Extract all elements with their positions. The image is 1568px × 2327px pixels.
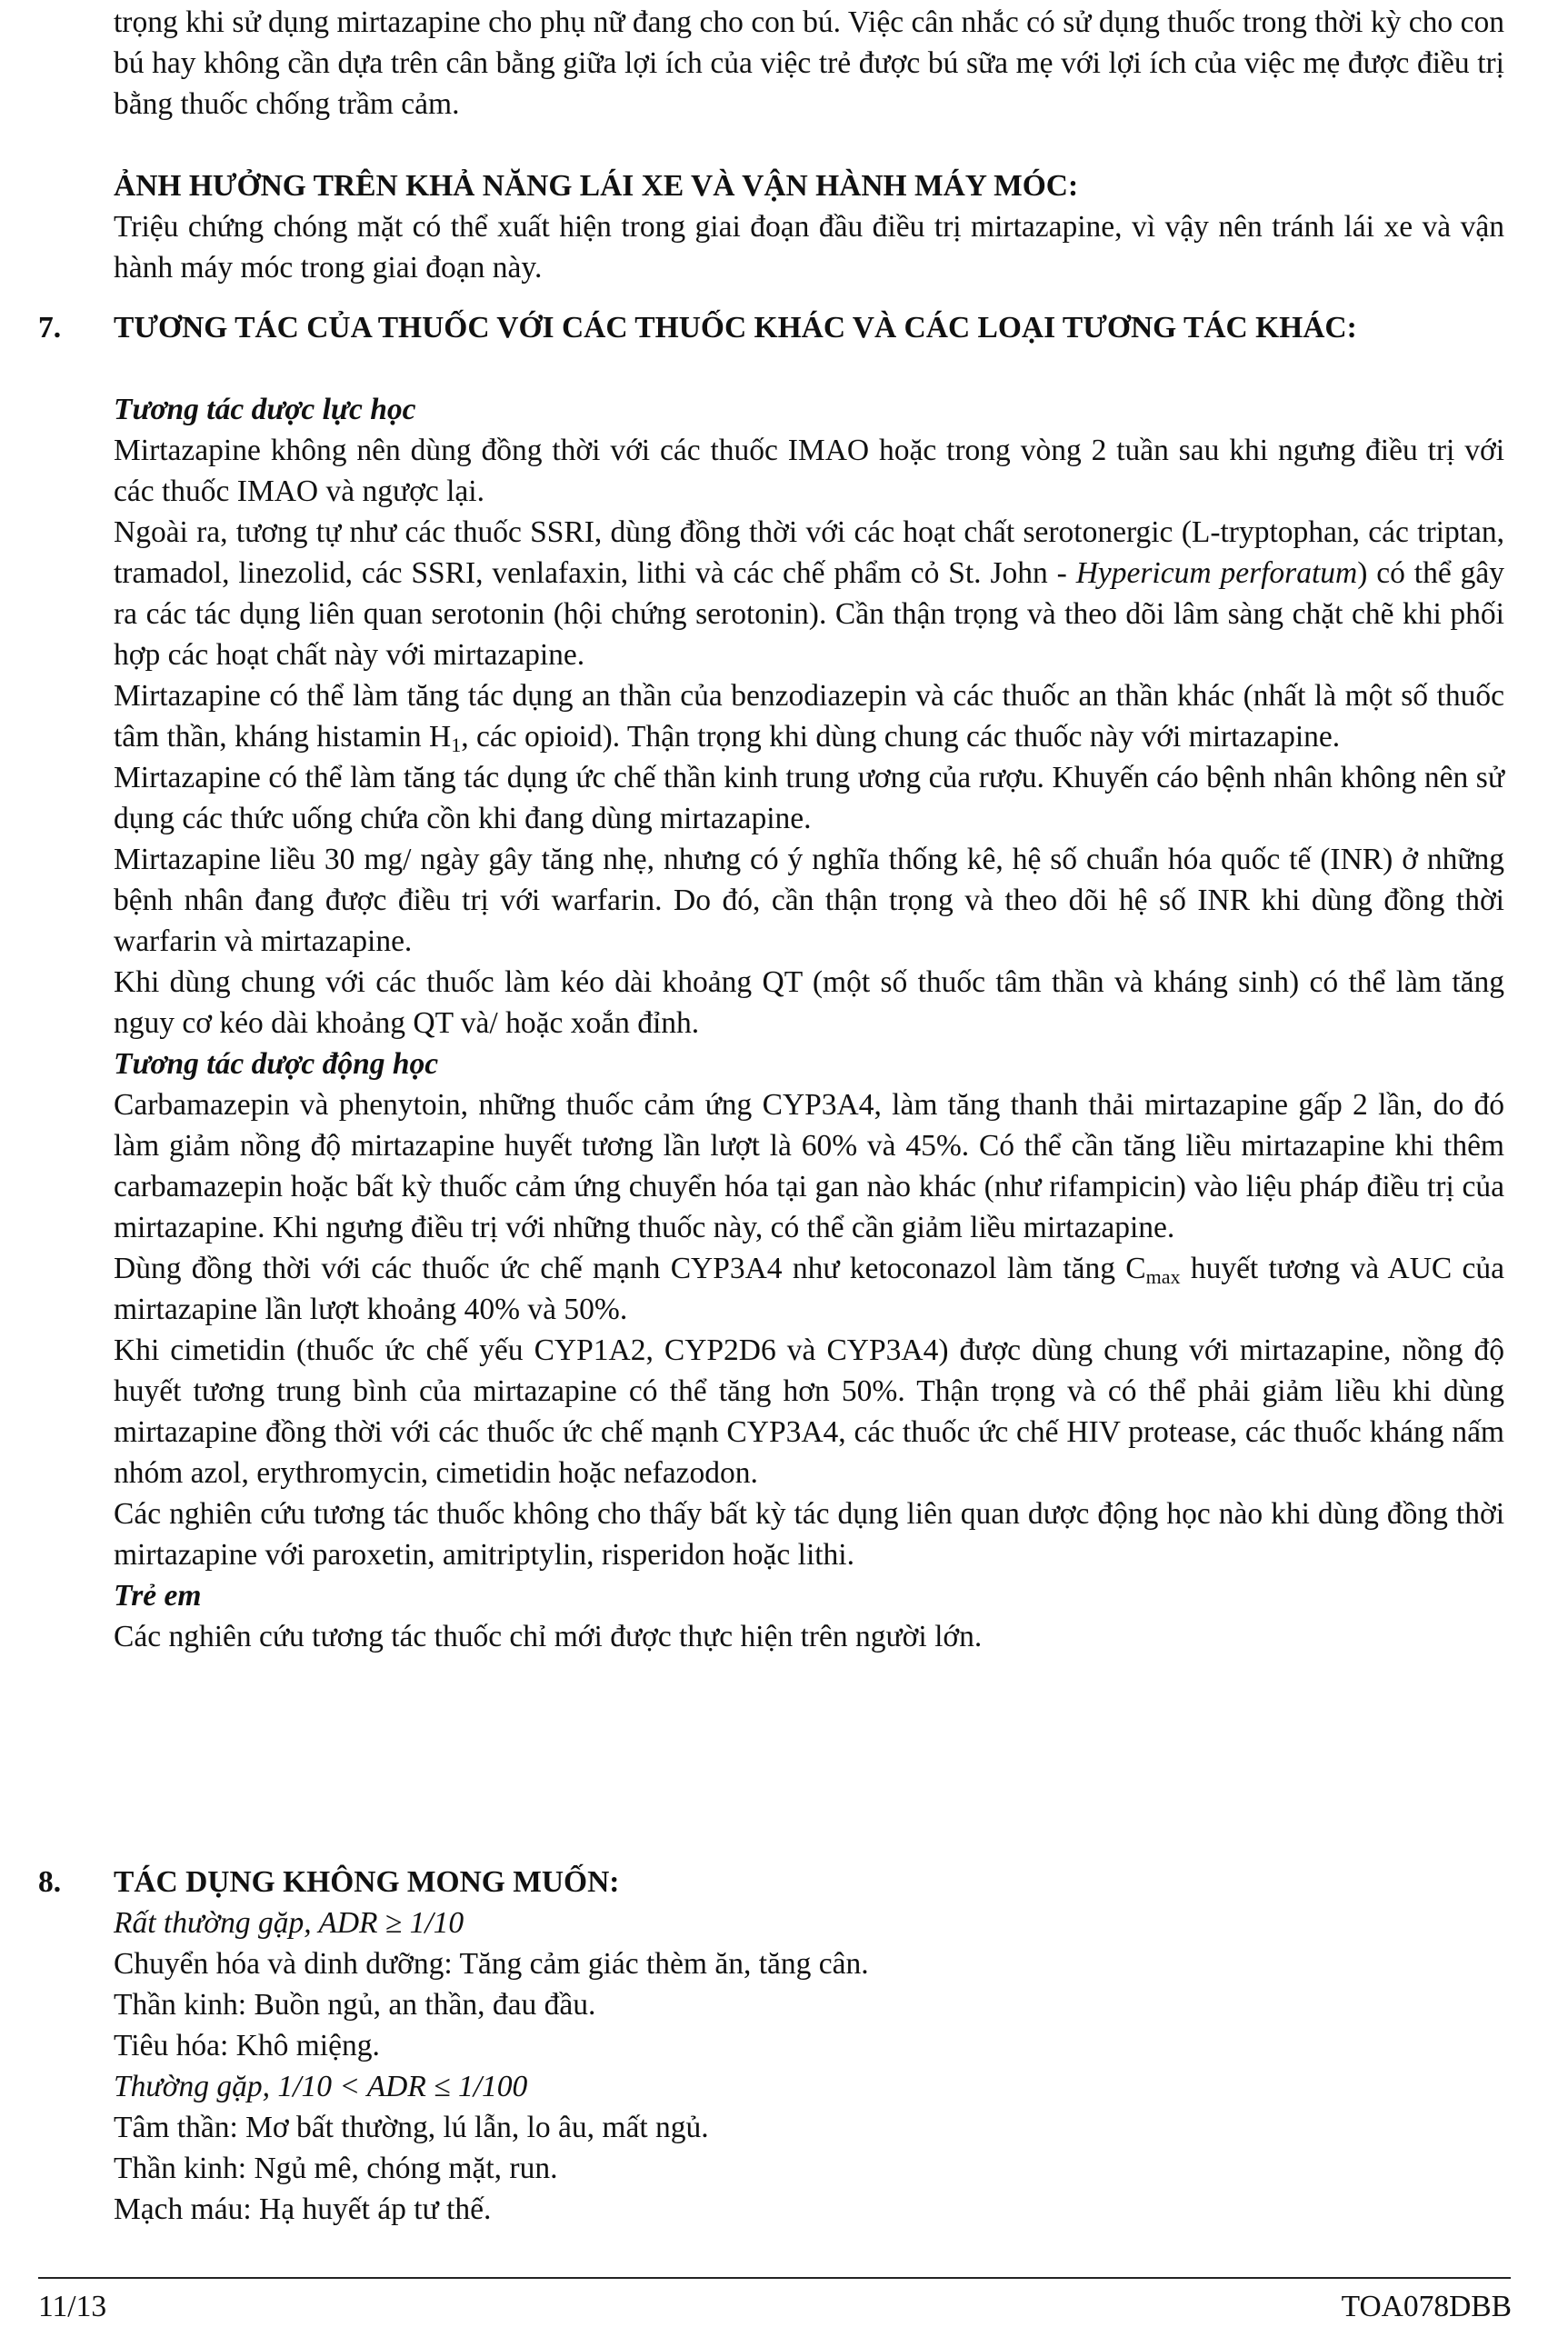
neuro-item-2: Thần kinh: Ngủ mê, chóng mặt, run. bbox=[114, 2152, 558, 2185]
driving-heading: ẢNH HƯỞNG TRÊN KHẢ NĂNG LÁI XE VÀ VẬN HÀNH MÁY MÓC: bbox=[114, 169, 1079, 203]
ketoconazol-text-b: huyết tương và AUC của mirtazapine lần lượt khoảng 40% và 50%. bbox=[114, 1252, 1504, 1326]
no-interaction-paragraph: Các nghiên cứu tương tác thuốc không cho thấy bất kỳ tác dụng liên quan dược động học nào khi dùng đồng thời mirtazapine với paroxetin, amitriptylin, risperidon hoặc lithi. bbox=[114, 1497, 1504, 1572]
very-common-frequency: Rất thường gặp, ADR ≥ 1/10 bbox=[114, 1906, 464, 1940]
vascular-item: Mạch máu: Hạ huyết áp tư thế. bbox=[114, 2192, 492, 2226]
metabolism-item: Chuyển hóa và dinh dưỡng: Tăng cảm giác thèm ăn, tăng cân. bbox=[114, 1947, 869, 1981]
serotonergic-text-b: ) có thể gây ra các tác dụng liên quan serotonin (hội chứng serotonin). Cần thận trọng và theo dõi lâm sàng chặt chẽ khi phối hợp các hoạt chất này với mirtazapine. bbox=[114, 556, 1504, 672]
document-code: TOA078DBB bbox=[1341, 2290, 1512, 2323]
section-8-number: 8. bbox=[38, 1865, 62, 1899]
qt-paragraph: Khi dùng chung với các thuốc làm kéo dài khoảng QT (một số thuốc tâm thần và kháng sinh) có thể làm tăng nguy cơ kéo dài khoảng QT và/ hoặc xoắn đỉnh. bbox=[114, 965, 1504, 1040]
cmax-subscript: max bbox=[1145, 1265, 1181, 1288]
section-8-title: TÁC DỤNG KHÔNG MONG MUỐN: bbox=[114, 1865, 620, 1899]
section-7-title: TƯƠNG TÁC CỦA THUỐC VỚI CÁC THUỐC KHÁC VÀ CÁC LOẠI TƯƠNG TÁC KHÁC: bbox=[114, 311, 1357, 345]
section-7-heading bbox=[38, 307, 1511, 348]
footer-divider bbox=[38, 2277, 1511, 2279]
lactation-paragraph bbox=[114, 2, 1504, 125]
section-7-body bbox=[114, 389, 1504, 1657]
cimetidin-paragraph: Khi cimetidin (thuốc ức chế yếu CYP1A2, CYP2D6 và CYP3A4) được dùng chung với mirtazapine, nồng độ huyết tương trung bình của mirtazapine có thể tăng hơn 50%. Thận trọng và có thể phải giảm liều khi dùng mirtazapine đồng thời với các thuốc ức chế mạnh CYP3A4, các thuốc ức chế HIV protease, các thuốc kháng nấm nhóm azol, erythromycin, cimetidin hoặc nefazodon. bbox=[114, 1333, 1504, 1490]
imao-paragraph: Mirtazapine không nên dùng đồng thời với các thuốc IMAO hoặc trong vòng 2 tuần sau khi ngưng điều trị với các thuốc IMAO và ngược lại. bbox=[114, 434, 1504, 508]
alcohol-paragraph: Mirtazapine có thể làm tăng tác dụng ức chế thần kinh trung ương của rượu. Khuyến cáo bệnh nhân không nên sử dụng các thức uống chứa cồn khi đang dùng mirtazapine. bbox=[114, 761, 1504, 835]
children-subheading: Trẻ em bbox=[114, 1579, 202, 1613]
serotonergic-text-a: Ngoài ra, tương tự như các thuốc SSRI, dùng đồng thời với các hoạt chất serotonergic (L-tryptophan, các triptan, tramadol, linezolid, các SSRI, venlafaxin, lithi và các chế phẩm cỏ St. John - bbox=[114, 515, 1504, 590]
ketoconazol-text-a: Dùng đồng thời với các thuốc ức chế mạnh CYP3A4 như ketoconazol làm tăng C bbox=[114, 1252, 1146, 1285]
sedative-text-a: Mirtazapine có thể làm tăng tác dụng an thần của benzodiazepin và các thuốc an thần khác (nhất là một số thuốc tâm thần, kháng histamin H bbox=[114, 679, 1504, 754]
digestive-item: Tiêu hóa: Khô miệng. bbox=[114, 2029, 380, 2062]
page-number: 11/13 bbox=[38, 2290, 107, 2323]
section-7-number: 7. bbox=[38, 311, 62, 345]
hypericum-name: Hypericum perforatum bbox=[1075, 556, 1358, 590]
sedative-paragraph bbox=[114, 675, 1504, 757]
serotonergic-paragraph bbox=[114, 512, 1504, 675]
common-frequency: Thường gặp, 1/10 < ADR ≤ 1/100 bbox=[114, 2070, 528, 2103]
driving-text: Triệu chứng chóng mặt có thể xuất hiện trong giai đoạn đầu điều trị mirtazapine, vì vậy nên tránh lái xe và vận hành máy móc trong giai đoạn này. bbox=[114, 210, 1504, 285]
ketoconazol-paragraph bbox=[114, 1248, 1504, 1330]
children-paragraph: Các nghiên cứu tương tác thuốc chỉ mới được thực hiện trên người lớn. bbox=[114, 1620, 983, 1653]
h1-subscript: 1 bbox=[451, 734, 462, 756]
driving-paragraph bbox=[114, 206, 1504, 288]
lactation-text: trọng khi sử dụng mirtazapine cho phụ nữ đang cho con bú. Việc cân nhắc có sử dụng thuốc trong thời kỳ cho con bú hay không cần dựa trên cân bằng giữa lợi ích của việc trẻ được bú sữa mẹ với lợi ích của việc mẹ được điều trị bằng thuốc chống trầm cảm. bbox=[114, 5, 1504, 121]
pharmacokinetic-subheading: Tương tác dược động học bbox=[114, 1047, 439, 1081]
section-8-heading bbox=[38, 1862, 1511, 1903]
pharmacodynamic-subheading: Tương tác dược lực học bbox=[114, 393, 416, 426]
warfarin-paragraph: Mirtazapine liều 30 mg/ ngày gây tăng nhẹ, nhưng có ý nghĩa thống kê, hệ số chuẩn hóa quốc tế (INR) ở những bệnh nhân đang được điều trị với warfarin. Do đó, cần thận trọng và theo dõi hệ số INR khi dùng đồng thời warfarin và mirtazapine. bbox=[114, 843, 1504, 958]
psychiatric-item: Tâm thần: Mơ bất thường, lú lẫn, lo âu, mất ngủ. bbox=[114, 2111, 709, 2144]
sedative-text-b: , các opioid). Thận trọng khi dùng chung các thuốc này với mirtazapine. bbox=[461, 720, 1341, 754]
section-8-body bbox=[114, 1903, 1504, 2230]
carbamazepin-paragraph: Carbamazepin và phenytoin, những thuốc cảm ứng CYP3A4, làm tăng thanh thải mirtazapine gấp 2 lần, do đó làm giảm nồng độ mirtazapine huyết tương lần lượt là 60% và 45%. Có thể cần tăng liều mirtazapine khi thêm carbamazepin hoặc bất kỳ thuốc cảm ứng chuyển hóa tại gan nào khác (như rifampicin) vào liệu pháp điều trị của mirtazapine. Khi ngưng điều trị với những thuốc này, có thể cần giảm liều mirtazapine. bbox=[114, 1088, 1504, 1244]
neuro-item-1: Thần kinh: Buồn ngủ, an thần, đau đầu. bbox=[114, 1988, 596, 2022]
